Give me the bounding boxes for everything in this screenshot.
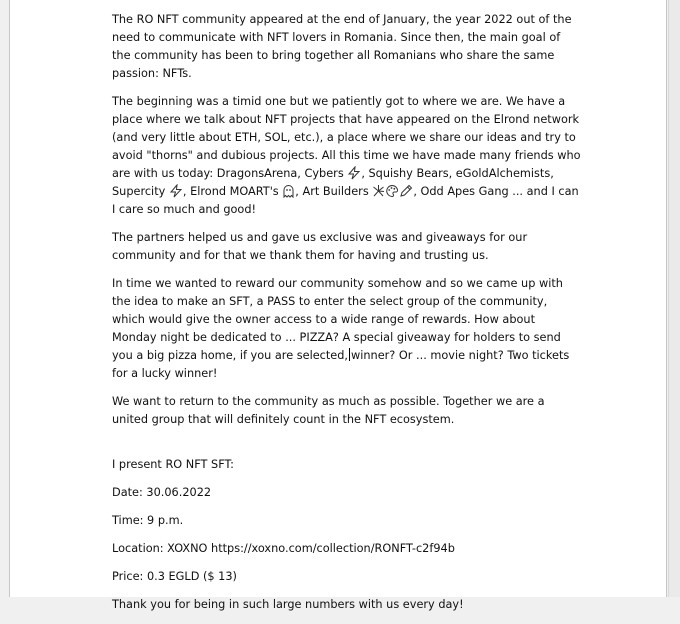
- paragraph-beginning: [112, 93, 582, 219]
- price-line: Price: 0.3 EGLD ($ 13): [112, 570, 237, 583]
- paragraph-beginning-text-5: , Odd Apes Gang ... and I can I care so much and good!: [112, 185, 579, 216]
- paragraph-reward-text-2: winner? Or ... movie night? Two tickets for a lucky winner!: [112, 349, 570, 380]
- paragraph-beginning-text-3: , Elrond MOART's: [182, 185, 279, 198]
- pencil-icon: [399, 184, 413, 198]
- lightning-icon: [347, 166, 361, 180]
- lightning-icon: [169, 184, 183, 198]
- paragraph-intro: The RO NFT community appeared at the end of January, the year 2022 out of the need to communicate with NFT lovers in Romania. Since then, the main goal of the community has been to bring together all Romanians who share the same passion: NFTs.: [112, 13, 572, 80]
- location-line: Location: XOXNO https://xoxno.com/collection/RONFT-c2f94b: [112, 542, 455, 555]
- paragraph-reward: [112, 275, 582, 383]
- document-body[interactable]: [112, 11, 582, 624]
- fireworks-icon: [372, 184, 385, 198]
- paragraph-return: We want to return to the community as much as possible. Together we are a united group that will definitely count in the NFT ecosystem.: [112, 395, 545, 426]
- paragraph-beginning-text-2: , Squishy Bears, eGoldAlchemists, Supercity: [112, 167, 554, 198]
- paragraph-partners: The partners helped us and gave us exclusive was and giveaways for our community and for that we thank them for having and trusting us.: [112, 231, 528, 262]
- scrollbar-gutter[interactable]: [668, 0, 680, 597]
- paragraph-beginning-text-1: The beginning was a timid one but we patiently got to where we are. We have a place where we talk about NFT projects that have appeared on the Elrond network (and very little about ETH, SOL, etc.), a place where we share our ideas and try to avoid "thorns" and dubious projects. All this time we have made many friends who are with us today: DragonsArena, Cybers: [112, 95, 581, 180]
- palette-icon: [385, 184, 399, 198]
- paragraph-beginning-text-4: , Art Builders: [295, 185, 369, 198]
- thanks-line: Thank you for being in such large numbers with us every day!: [112, 598, 464, 611]
- date-line: Date: 30.06.2022: [112, 486, 212, 499]
- ghost-icon: [282, 184, 295, 198]
- time-line: Time: 9 p.m.: [112, 514, 184, 527]
- paragraph-reward-text-1: In time we wanted to reward our community somehow and so we came up with the idea to make an SFT, a PASS to enter the select group of the community, which would give the owner access to a wide range of rewards. How about Monday night be dedicated to ... PIZZA? A special giveaway for holders to send you a big pizza home, if you are selected,: [112, 277, 563, 362]
- document-page[interactable]: [9, 0, 667, 611]
- present-line: I present RO NFT SFT:: [112, 458, 234, 471]
- text-cursor: [349, 348, 350, 361]
